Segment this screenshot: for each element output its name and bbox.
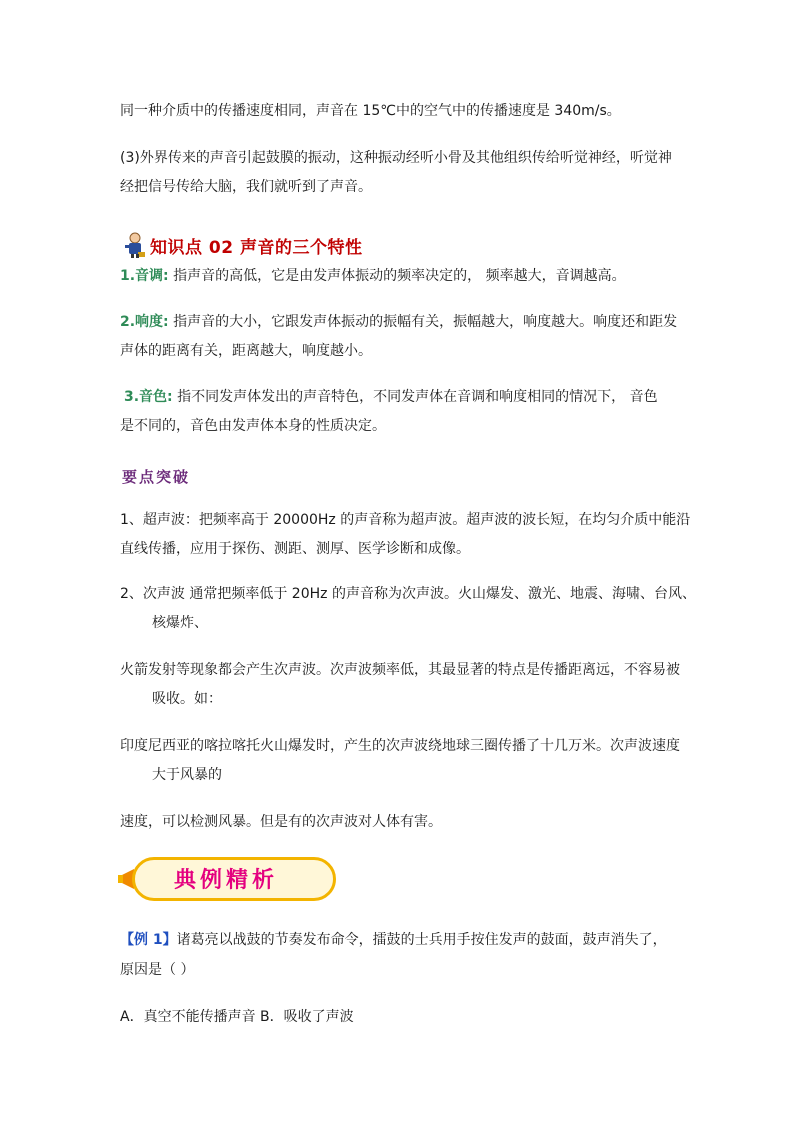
examples-banner [118,853,340,907]
intro-line-2: (3)外界传来的声音引起鼓膜的振动，这种振动经听小骨及其他组织传给听觉神经，听觉神 [120,150,672,166]
key-points-label: 要点突破 [122,468,191,486]
loudness-text: 指声音的大小，它跟发声体振动的振幅有关，振幅越大，响度越大。响度还和距发 [168,314,678,330]
infrasound-line-6: 大于风暴的 [152,767,222,783]
example-1-question: 诸葛亮以战鼓的节奏发布命令，擂鼓的士兵用手按住发声的鼓面，鼓声消失了， [176,932,667,948]
timbre-line [124,387,658,407]
intro-line-1: 同一种介质中的传播速度相同，声音在 15℃中的空气中的传播速度是 340m/s。 [120,103,621,119]
intro-line-3: 经把信号传给大脑，我们就听到了声音。 [120,179,372,195]
loudness-line-2: 声体的距离有关，距离越大，响度越小。 [120,343,372,359]
example-1-tag: 【例 1】 [120,932,177,948]
infrasound-line-7: 速度，可以检测风暴。但是有的次声波对人体有害。 [120,814,442,830]
infrasound-line-5: 印度尼西亚的喀拉喀托火山爆发时，产生的次声波绕地球三圈传播了十几万米。次声波速度 [120,738,680,754]
ultrasound-line-2: 直线传播，应用于探伤、测距、测厚、医学诊断和成像。 [120,541,470,557]
ultrasound-line-1: 1、超声波：把频率高于 20000Hz 的声音称为超声波。超声波的波长短，在均匀介质中能沿 [120,512,691,528]
example-1-options: A．真空不能传播声音 B．吸收了声波 [120,1009,354,1025]
infrasound-line-4: 吸收。如： [152,691,222,707]
example-1-line-1 [120,930,667,950]
teacher-figure-icon [124,232,146,258]
timbre-line-2: 是不同的，音色由发声体本身的性质决定。 [120,418,386,434]
pitch-label: 1.音调: [120,268,169,284]
loudness-line [120,312,677,332]
knowledge-title: 知识点 02 声音的三个特性 [150,237,363,258]
infrasound-line-1: 2、次声波 通常把频率低于 20Hz 的声音称为次声波。火山爆发、激光、地震、海啸、台风、 [120,586,696,602]
pitch-text: 指声音的高低，它是由发声体振动的频率决定的， 频率越大，音调越高。 [168,268,626,284]
infrasound-line-3: 火箭发射等现象都会产生次声波。次声波频率低，其最显著的特点是传播距离远，不容易被 [120,662,680,678]
knowledge-heading [124,230,363,260]
loudness-label: 2.响度: [120,314,169,330]
pitch-line [120,266,626,286]
example-1-line-2: 原因是（ ） [120,962,195,978]
timbre-label: 3.音色: [124,389,173,405]
banner-text: 典例精析 [174,867,279,893]
infrasound-line-2: 核爆炸、 [152,615,208,631]
timbre-text: 指不同发声体发出的声音特色，不同发声体在音调和响度相同的情况下， 音色 [172,389,658,405]
